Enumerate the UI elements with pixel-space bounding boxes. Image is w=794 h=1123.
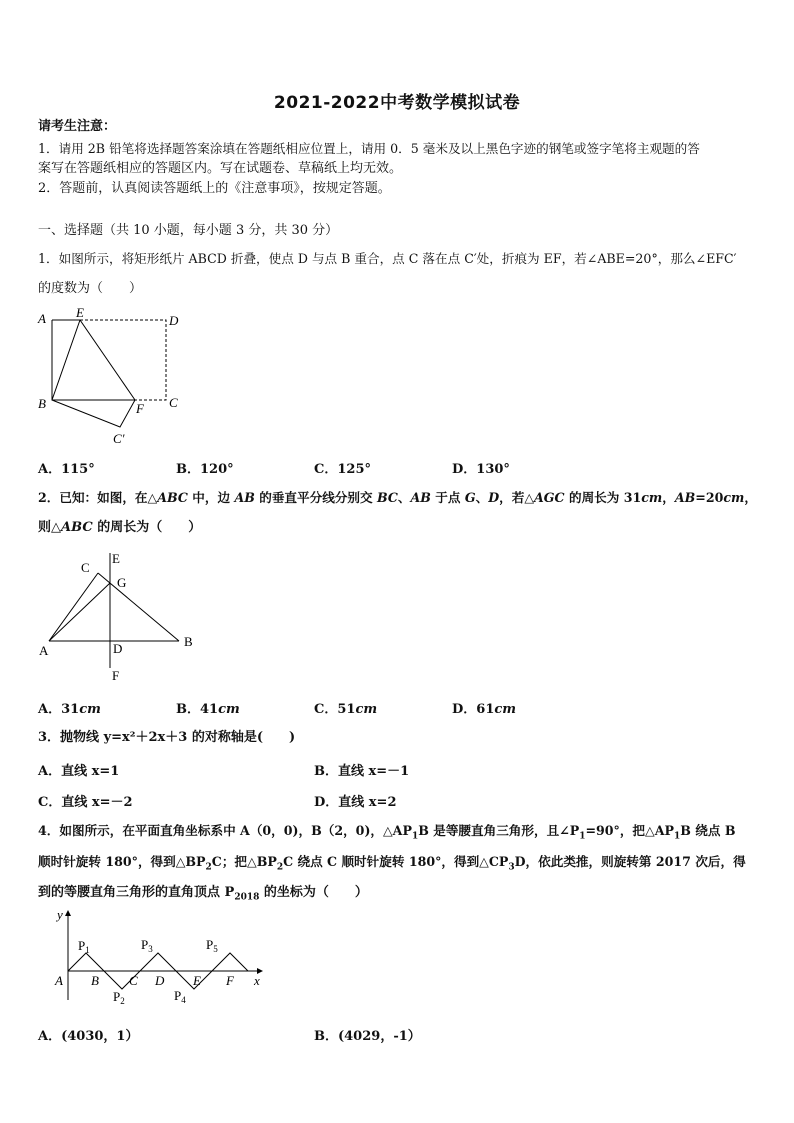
- notice-item1-line1: 1．请用 2B 铅笔将选择题答案涂填在答题纸相应位置上，请用 0．5 毫米及以上黑色字迹的钢笔或签字笔将主观题的答: [38, 141, 700, 156]
- q1-label-C-prime: C′: [113, 431, 125, 446]
- q1-text-line1: 1．如图所示，将矩形纸片 ABCD 折叠，使点 D 与点 B 重合，点 C 落在点 C′处，折痕为 EF，若∠ABE=20°，那么∠EFC′: [38, 251, 737, 266]
- q4-figure: [40, 905, 270, 1010]
- q2-option-b[interactable]: B．41cm: [176, 702, 240, 717]
- q1-label-D: D: [169, 313, 179, 328]
- section-heading: 一、选择题（共 10 小题，每小题 3 分，共 30 分）: [38, 223, 339, 238]
- q1-label-A: A: [38, 311, 46, 326]
- q2-label-A: A: [39, 643, 49, 658]
- q3-text-line1: 3．抛物线 y=x²＋2x＋3 的对称轴是( ): [38, 730, 296, 745]
- q4-label-B: B: [91, 973, 99, 988]
- q4-text-line2: 顺时针旋转 180°，得到$\triangle BP_2C$；把$\triangle BP_2C$ 绕点 C 顺时针旋转 180°，得到$\triangle CP_3D$，依此类推，则旋转第 2017 次后，得: [38, 854, 746, 873]
- q2-label-B: B: [184, 634, 193, 649]
- q4-option-b[interactable]: B．(4029，-1）: [314, 1029, 421, 1044]
- notice-item2: 2．答题前，认真阅读答题纸上的《注意事项》，按规定答题。: [38, 181, 391, 196]
- q1-label-E: E: [76, 305, 84, 320]
- q2-label-C: C: [81, 560, 90, 575]
- q4-label-D: D: [155, 973, 165, 988]
- q2-option-d[interactable]: D．61cm: [452, 702, 517, 717]
- q4-label-P2: $P_2$: [113, 989, 125, 1006]
- q1-text-line2: 的度数为（ ）: [38, 281, 143, 296]
- q4-option-a[interactable]: A．(4030，1）: [38, 1029, 139, 1044]
- q1-option-a[interactable]: A．115°: [38, 462, 95, 477]
- q2-text-line1: 2．已知：如图，在△ABC 中，边 AB 的垂直平分线分别交 BC、AB 于点 G、D，若△AGC 的周长为 31cm，AB=20cm，: [38, 490, 757, 505]
- q1-figure: [30, 305, 200, 450]
- q1-option-c[interactable]: C．125°: [314, 462, 371, 477]
- q2-option-a[interactable]: A．31cm: [38, 702, 101, 717]
- q2-label-F: F: [112, 668, 120, 683]
- q3-option-a[interactable]: A．直线 x=1: [38, 764, 120, 779]
- q4-label-C: C: [129, 973, 138, 988]
- q4-label-A: A: [55, 973, 63, 988]
- q4-label-P1: $P_1$: [78, 938, 90, 955]
- q1-label-F: F: [136, 401, 144, 416]
- q2-label-D: D: [113, 641, 123, 656]
- notice-heading: 请考生注意：: [38, 119, 117, 134]
- q2-option-c[interactable]: C．51cm: [314, 702, 378, 717]
- q1-option-b[interactable]: B．120°: [176, 462, 234, 477]
- q1-label-C: C: [169, 395, 178, 410]
- q2-figure: [34, 545, 209, 685]
- q4-label-P5: $P_5$: [206, 937, 218, 954]
- q4-label-F: F: [226, 973, 234, 988]
- q4-label-P4: $P_4$: [174, 988, 186, 1005]
- q4-text-line3: 到的等腰直角三角形的直角顶点 $P_{2018}$ 的坐标为（ ）: [38, 885, 368, 903]
- q4-label-y: y: [57, 907, 63, 922]
- q2-label-E: E: [112, 551, 120, 566]
- q4-label-E: E: [193, 973, 201, 988]
- q3-option-d[interactable]: D．直线 x=2: [314, 795, 397, 810]
- q2-label-G: G: [117, 575, 127, 590]
- page-title: 2021-2022中考数学模拟试卷: [273, 93, 521, 113]
- q2-text-line2: 则△ABC 的周长为（ ）: [38, 520, 202, 535]
- q4-text-line1: 4．如图所示，在平面直角坐标系中 A（0，0)，B（2，0)，$\triangle AP_1B$ 是等腰直角三角形，且$\angle P_1=90^\circ$，把$\triangle AP_1B$ 绕点 B: [38, 823, 736, 842]
- q4-label-P3: $P_3$: [141, 937, 153, 954]
- q3-option-c[interactable]: C．直线 x=－2: [38, 795, 133, 810]
- q3-option-b[interactable]: B．直线 x=－1: [314, 764, 410, 779]
- notice-item1-line2: 案写在答题纸相应的答题区内。写在试题卷、草稿纸上均无效。: [38, 161, 403, 176]
- q4-label-x: x: [254, 973, 260, 988]
- q1-label-B: B: [38, 396, 46, 411]
- q1-option-d[interactable]: D．130°: [452, 462, 510, 477]
